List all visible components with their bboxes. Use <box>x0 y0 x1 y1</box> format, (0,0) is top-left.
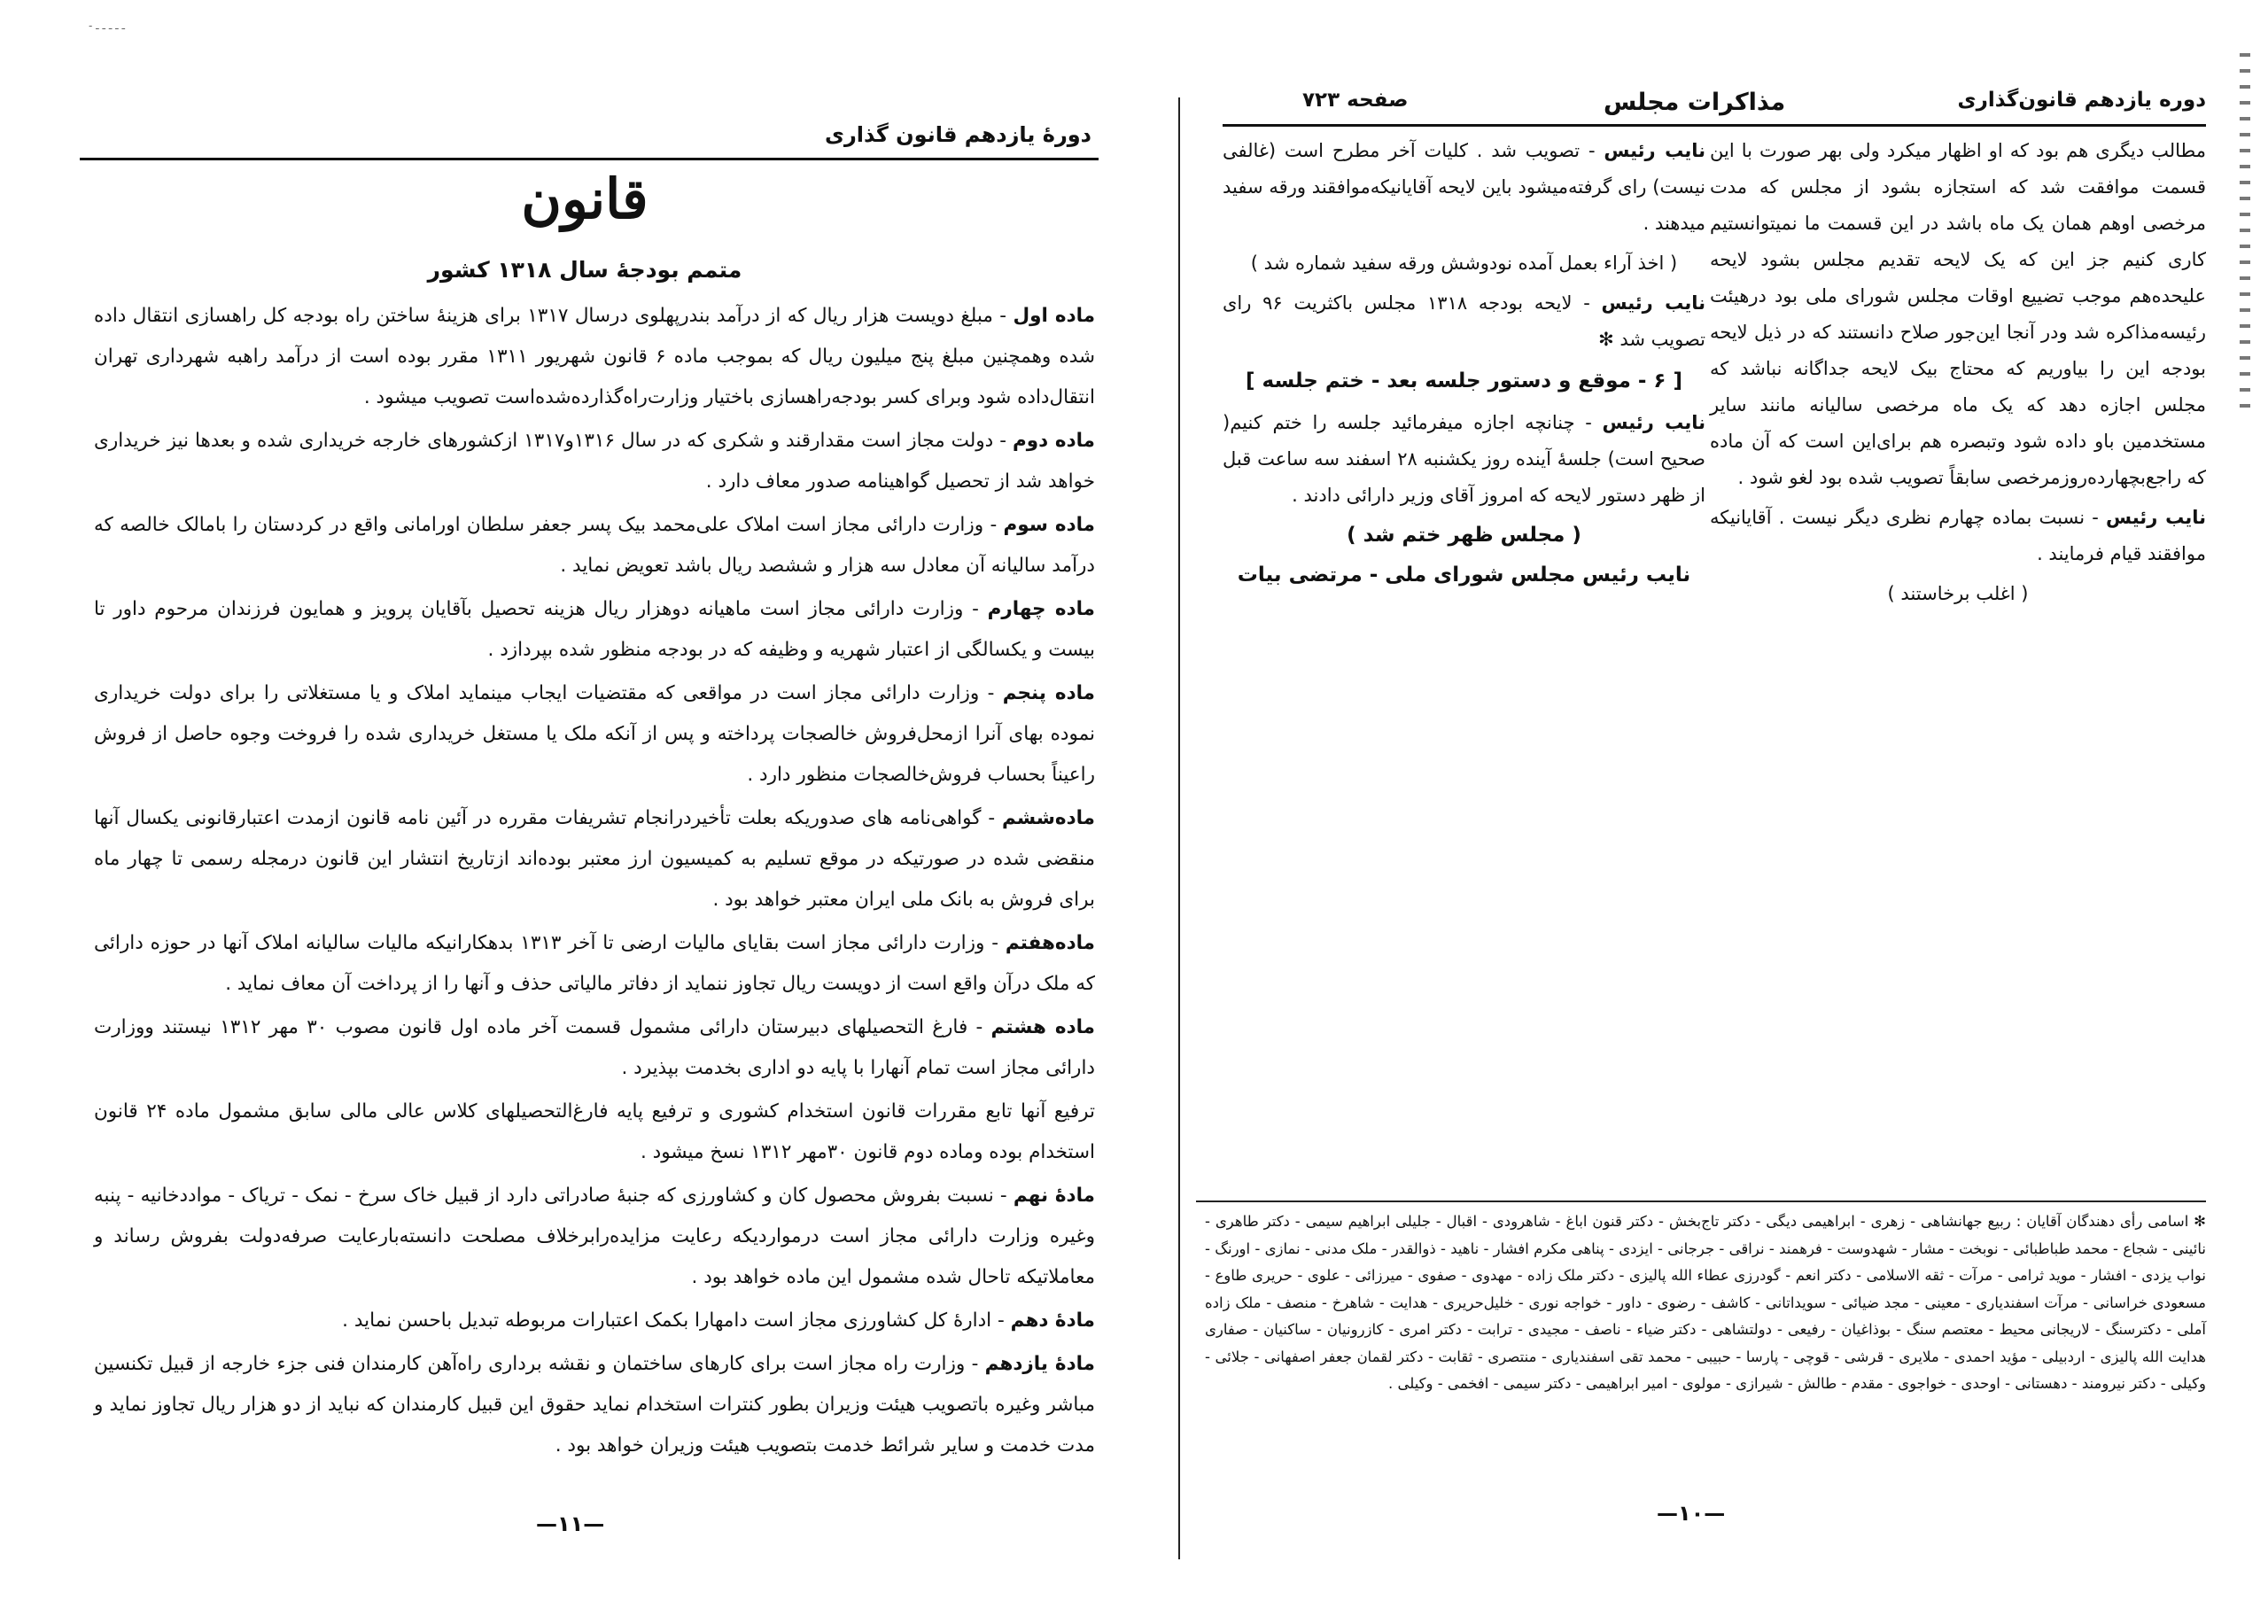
paragraph-text: - نسبت بماده چهارم نظری دیگر نیست . آقایانیکه موافقند قیام فرمایند . <box>1710 507 2206 564</box>
law-article <box>94 673 1095 796</box>
article-text: - دولت مجاز است مقدارقند و شکری که در سال ۱۳۱۶و۱۳۱۷ ازکشورهای خارجه خریداری شده و بعدها نیز خریداری خواهد شد از تحصیل گواهینامه صدور معاف دارد . <box>94 430 1095 493</box>
article-text: - وزارت دارائی مجاز است ماهیانه دوهزار ریال هزینه تحصیل بآقایان پرویز و همایون فرزندان مرحوم داور تا بیست و یکسالگی از اعتبار شهریه و وظیفه که در بودجه منظور شده بپردازد . <box>94 598 1095 661</box>
debate-paragraph <box>1710 576 2206 612</box>
paragraph-text: ( اخذ آراء بعمل آمده نودوشش ورقه سفید شماره شد ) <box>1250 253 1678 274</box>
paragraph-text: [ ۶ - موقع و دستور جلسه بعد - ختم جلسه ] <box>1246 369 1682 392</box>
law-article <box>94 589 1095 671</box>
paragraph-text: ( مجلس ظهر ختم شد ) <box>1347 524 1581 547</box>
header-page-label: صفحه ۷۲۳ <box>1302 89 1409 112</box>
law-article <box>94 505 1095 587</box>
article-text: - وزارت راه مجاز است برای کارهای ساختمان و نقشه برداری راه‌آهن کارمندان فنی جزء خارجه از قبیل تکنسین مباشر وغیره باتصویب هیئت وزیران بطور کنترات استخدام نماید حقوق این قبیل کارمندان که نباید از دو هزار ریال تجاوز نماید و مدت خدمت و سایر شرائط خدمت بتصویب هیئت وزیران خواهد بود . <box>94 1353 1095 1457</box>
law-article <box>94 1301 1095 1341</box>
scan-artifact-marks: - ـ ـ ـ ـ ـ <box>89 19 125 32</box>
page-gutter-line <box>1178 97 1180 1559</box>
law-article <box>94 798 1095 921</box>
article-text: - وزارت دارائی مجاز است بقایای مالیات ارضی تا آخر ۱۳۱۳ بدهکارانیکه مالیات سالیانه املاک آنها در حوزه دارائی که ملک درآن واقع است از دویست ریال تجاوز ننماید از دفاتر مالیاتی حذف و آنها را از پرداخت آن معاف نماید . <box>94 932 1095 995</box>
law-articles <box>94 296 1095 1469</box>
running-head-left: دورهٔ یازدهم قانون گذاری <box>824 122 1091 147</box>
article-label: ماده سوم <box>1003 514 1095 536</box>
paragraph-text: - چنانچه اجازه میفرمائید جلسه را ختم کنیم( صحیح است) جلسهٔ آینده روز یکشنبه ۲۸ اسفند سه ساعت قبل از ظهر دستور لایحه که امروز آقای وزیر دارائی دادند . <box>1223 412 1705 506</box>
article-text: - ادارهٔ کل کشاورزی مجاز است دامهارا بکمک اعتبارات مربوطه تبدیل باحسن نماید . <box>342 1309 1005 1332</box>
article-text: - گواهی‌نامه های صدوریکه بعلت تأخیردرانجام تشریفات مقرره در آئین نامه قانون ازمدت اعتبارقانونی یکسال آنها منقضی شده در صورتیکه در موقع تسلیم به کمیسیون ارز معتبر بوده‌اند ازتاریخ انتشار این قانون درمجله رسمی تا چهار ماه برای فروش به بانک ملی ایران معتبر خواهد بود . <box>94 807 1095 911</box>
debate-paragraph <box>1710 133 2206 496</box>
debate-column-right <box>1710 133 2206 616</box>
page-number-left: —۱۱— <box>536 1511 605 1536</box>
article-text: - مبلغ دویست هزار ریال که از درآمد بندرپهلوی درسال ۱۳۱۷ برای هزینهٔ ساختن راه بودجه کل راهسازی انتقال داده شده وهمچنین مبلغ پنج میلیون ریال که بموجب ماده ۶ قانون شهریور ۱۳۱۱ مقرر بوده است از درآمد راهبه شهرداری تهران انتقال‌داده شود وبرای کسر بودجه‌راهسازی باختیار وزارت‌راه‌گذارده‌شده‌است تصویب میشود . <box>94 305 1095 408</box>
article-text: - نسبت بفروش محصول کان و کشاورزی که جنبهٔ صادراتی دارد از قبیل خاک سرخ - نمک - تریاک - مواددخانیه - پنبه وغیره وزارت دارائی مجاز است درمواردیکه رعایت مزایده‌رابرخلاف مصلحت دانسته‌بارعایت صرفه‌دولت بفروش رساند و معاملاتیکه تاحال شده مشمول این ماده خواهد بود . <box>94 1185 1095 1288</box>
debate-paragraph <box>1710 500 2206 572</box>
debate-paragraph <box>1223 405 1705 514</box>
article-text: - وزارت دارائی مجاز است املاک علی‌محمد بیک پسر جعفر سلطان اورامانی واقع در کردستان را بامالک خالصه که درآمد سالیانه آن معادل سه هزار و ششصد ریال باشد تعویض نماید . <box>94 514 1095 577</box>
page-number-right: —۱۰— <box>1657 1501 1726 1526</box>
header-rule-right <box>1223 124 2206 127</box>
article-label: ماده پنجم <box>1002 682 1095 704</box>
article-label: مادهٔ نهم <box>1013 1185 1095 1207</box>
article-text: ترفیع آنها تابع مقررات قانون استخدام کشوری و ترفیع پایه فارغ‌التحصیلهای کلاس عالی مالی سابق مشمول ماده ۲۴ قانون استخدام بوده وماده دوم قانون ۳۰مهر ۱۳۱۲ نسخ میشود . <box>94 1100 1095 1163</box>
article-label: ماده‌هفتم <box>1005 932 1095 954</box>
header-rule-left <box>80 158 1099 160</box>
law-article <box>94 1007 1095 1089</box>
article-label: ماده‌ششم <box>1002 807 1095 829</box>
running-head-right <box>1223 82 2206 122</box>
paragraph-text: - لایحه بودجه ۱۳۱۸ مجلس باکثریت ۹۶ رای تصویب شد ✻ <box>1223 292 1705 350</box>
debate-paragraph <box>1223 517 1705 554</box>
article-label: ماده اول <box>1013 305 1096 327</box>
paragraph-text: ( اغلب برخاستند ) <box>1887 583 2029 604</box>
law-title: قانون <box>521 167 649 231</box>
speaker-label: نایب رئیس <box>1604 140 1705 161</box>
voters-footnote: ✻ اسامی رأی دهندگان آقایان : ربیع جهانشاهی - زهری - ابراهیمی دیگی - دکتر تاج‌بخش - دکتر قنون اباغ - شاهرودی - اقبال - جلیلی ابراهیم سیمی - دکتر طاهری - نائینی - شجاع - محمد طباطبائی - نوبخت - مشار - شهدوست - فرهمند - نراقی - جرجانی - ایزدی - پناهی مکرم افشار - ناهید - ذوالقدر - ملک مدنی - نمازی - اورنگ - نواب یزدی - افشار - موید ثرامی - مرآت - ثقه الاسلامی - دکتر انعم - گودرزی عطاء الله پالیزی - دکتر ملک زاده - مهدوی - صفوی - میرزائی - علوی - حریری طاوع - مسعودی خراسانی - مرآت اسفندیاری - معینی - مجد ضیائی - سویداتانی - کاشف - رضوی - داور - خواجه نوری - خلیل‌حریری - هدایت - شاهرخ - منصف - ملک زاده آملی - دکترسنگ - لاریجانی محیط - معتصم سنگ - بوذاغیان - رفیعی - دولتشاهی - دکتر ضیاء - ناصف - مجیدی - ترابت - دکتر امری - کازرونیان - ساکنیان - صفاری هدایت الله پالیزی - اردبیلی - مؤید احمدی - ملایری - قرشی - قوچی - پارسا - حبیبی - محمد تقی اسفندیاری - منتصری - ثقابت - دکتر لقمان جعفر اصفهانی - جلائی - وکیلی - دکتر نیرومند - دهستانی - اوحدی - خواجوی - مقدم - طالش - شیرازی - مولوی - امیر ابراهیمی - دکتر سیمی - افخمی - وکیلی . <box>1205 1213 2206 1392</box>
debate-paragraph <box>1223 557 1705 594</box>
debate-paragraph <box>1223 285 1705 358</box>
law-article <box>94 1344 1095 1466</box>
article-label: مادهٔ دهم <box>1010 1309 1095 1332</box>
law-article <box>94 1092 1095 1173</box>
speaker-label: نایب رئیس <box>1602 412 1705 433</box>
article-label: مادهٔ یازدهم <box>984 1353 1095 1375</box>
right-page <box>1178 0 2215 1624</box>
debate-column-left <box>1223 133 1705 597</box>
debate-paragraph <box>1223 363 1705 400</box>
debate-paragraph <box>1223 245 1705 282</box>
article-label: ماده هشتم <box>990 1016 1095 1038</box>
scan-edge-marks <box>2240 53 2250 408</box>
law-article <box>94 296 1095 418</box>
article-label: ماده چهارم <box>987 598 1095 620</box>
paragraph-text: نایب رئیس مجلس شورای ملی - مرتضی بیات <box>1237 563 1691 587</box>
footnote-rule <box>1196 1201 2206 1202</box>
paragraph-text: - تصویب شد . کلیات آخر مطرح است (غالفی نیست) رای گرفته‌میشود باین لایحه آقایانیکه‌موافقند ورقه سفید میدهند . <box>1223 140 1705 234</box>
debate-paragraph <box>1223 133 1705 242</box>
law-article <box>94 923 1095 1005</box>
article-text: - وزارت دارائی مجاز است در مواقعی که مقتضیات ایجاب مینماید املاک و یا مستغلاتی را برای دولت خریداری نموده بهای آنرا ازمحل‌فروش خالصجات پرداخته و پس از آنکه ملک یا مستغل خریداری شده را فروخت وجوه حاصل از فروش راعیناً بحساب فروش‌خالصجات منظور دارد . <box>94 682 1095 786</box>
speaker-label: نایب رئیس <box>1601 292 1705 314</box>
law-subtitle: متمم بودجهٔ سال ۱۳۱۸ کشور <box>427 257 742 283</box>
article-text: - فارغ التحصیلهای دبیرستان دارائی مشمول قسمت آخر ماده اول قانون مصوب ۳۰ مهر ۱۳۱۲ نیستند ووزارت دارائی مجاز است تمام آنهارا با پایه دو اداری بخدمت بپذیرد . <box>94 1016 1095 1079</box>
paragraph-text: مطالب دیگری هم بود که او اظهار میکرد ولی بهر صورت با این قسمت موافقت شد که استجازه بشود از مجلس که مدت مرخصی اوهم همان یک ماه باشد در این قسمت ما نمیتوانستیم کاری کنیم جز این که یک لایحه تقدیم مجلس بشود لایحه علیحده‌هم موجب تضییع اوقات مجلس شورای ملی بود درهیئت رئیسه‌مذاکره شد ودر آنجا این‌جور صلاح دانستند که در ذیل لایحه بودجه این را بیاوریم که محتاج بیک لایحه جداگانه نباشد که مجلس اجازه دهد که یک ماه مرخصی سالیانه مانند سایر مستخدمین باو داده شود وتبصره هم برای‌این است که آن ماده که راجع‌بچهارده‌روز‌مرخصی سابقاً تصویب شده بود لغو شود . <box>1710 140 2206 488</box>
article-label: ماده دوم <box>1013 430 1095 452</box>
header-title: مذاکرات مجلس <box>1604 89 1786 116</box>
speaker-label: نایب رئیس <box>2106 507 2206 528</box>
left-page <box>71 0 1099 1624</box>
header-term: دوره یازدهم قانون‌گذاری <box>1957 89 2206 112</box>
law-article <box>94 1176 1095 1298</box>
law-article <box>94 421 1095 502</box>
